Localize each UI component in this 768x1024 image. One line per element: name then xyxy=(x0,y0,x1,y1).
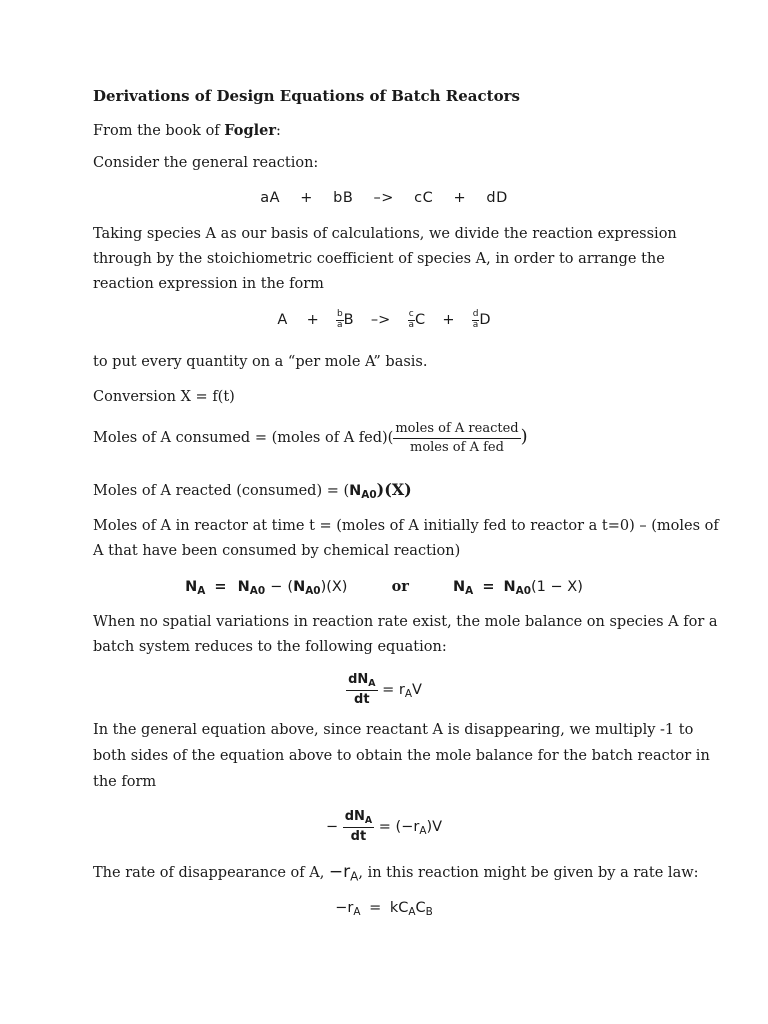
negative-mole-balance-equation: − $\frac{dN_A}{dt}$ = $(-r_A)V$ xyxy=(325,809,443,845)
reaction-term-b: bB xyxy=(333,190,354,206)
intro-author: Fogler xyxy=(224,122,276,139)
balance-equation: $N_A = N_{A0} - (N_{A0})(X)$ or $N_A = N_{A0}(1 - X)$ xyxy=(185,578,583,598)
general-line-1: In the general equation above, since reactant A is disappearing, we multiply -1 to xyxy=(93,722,694,738)
conversion-line: Conversion X = f(t) xyxy=(93,389,235,405)
moles-consumed-suffix: ) xyxy=(520,426,528,448)
reaction-term-a: aA xyxy=(260,190,281,206)
reaction2-a: A xyxy=(277,312,288,329)
rate-text-line: The rate of disappearance of A, $-r_A$, in this reaction might be given by a rate law: xyxy=(93,862,699,884)
reaction-plus: + xyxy=(453,190,467,206)
reaction-arrow: –> xyxy=(373,190,394,206)
spatial-line-1: When no spatial variations in reaction rate exist, the mole balance on species A for a xyxy=(93,614,718,630)
basis-line-3: reaction expression in the form xyxy=(93,276,324,292)
intro-suffix: : xyxy=(275,123,281,139)
moles-consumed-line xyxy=(93,421,528,455)
moles-reacted-line: Moles of A reacted (consumed) = $(N_{A0})(X)$ xyxy=(93,480,412,502)
reaction-general xyxy=(0,190,768,206)
per-mole-line: to put every quantity on a “per mole A” basis. xyxy=(93,354,428,370)
reactor-time-line-1: Moles of A in reactor at time t = (moles of A initially fed to reactor a t=0) – (moles of xyxy=(93,518,719,534)
fraction-reacted-over-fed: $\frac{\text{moles of A reacted}}{\text{moles of A fed}}$ xyxy=(395,421,519,455)
basis-line-2: through by the stoichiometric coefficient of species A, in order to arrange the xyxy=(93,251,665,267)
reaction-term-c: cC xyxy=(414,190,434,206)
reactor-time-line-2: A that have been consumed by chemical reaction) xyxy=(93,543,461,559)
mole-balance-equation: $\frac{dN_A}{dt}$ = $r_AV$ xyxy=(348,672,422,708)
intro-prefix: From the book of xyxy=(93,123,225,139)
spatial-line-2: batch system reduces to the following equation: xyxy=(93,639,447,655)
fraction-dna-dt: $\frac{dN_A}{dt}$ xyxy=(344,809,373,845)
general-line-2: both sides of the equation above to obtain the mole balance for the batch reactor in xyxy=(93,748,710,764)
reaction2-plus: + xyxy=(306,312,319,329)
general-line-3: the form xyxy=(93,774,157,790)
intro-line xyxy=(93,122,281,139)
or-word: or xyxy=(391,578,409,595)
document-title: Derivations of Design Equations of Batch Reactors xyxy=(93,87,520,105)
reaction2-c: C xyxy=(414,312,426,329)
reaction2-d: D xyxy=(479,312,491,329)
fraction-dna-dt: $\frac{dN_A}{dt}$ xyxy=(348,672,376,708)
reaction2-arrow: –> xyxy=(370,312,391,329)
fraction-c-over-a: $\frac{c}{a}$ xyxy=(408,309,414,330)
fraction-b-over-a: $\frac{b}{a}$ xyxy=(336,309,343,330)
rate-law-equation: $-r_A = kC_AC_B$ xyxy=(335,900,433,919)
fraction-d-over-a: $\frac{d}{a}$ xyxy=(472,309,479,330)
reaction-term-d: dD xyxy=(486,190,508,206)
reaction2-plus: + xyxy=(442,312,455,329)
consider-line: Consider the general reaction: xyxy=(93,155,319,171)
moles-consumed-prefix: Moles of A consumed = (moles of A fed)( xyxy=(93,430,394,447)
reaction-plus: + xyxy=(300,190,313,206)
reaction-per-mole xyxy=(0,310,768,331)
reaction2-b: B xyxy=(343,312,354,329)
basis-line-1: Taking species A as our basis of calculations, we divide the reaction expression xyxy=(93,226,677,242)
moles-reacted-prefix: Moles of A reacted (consumed) = ( xyxy=(93,483,350,499)
